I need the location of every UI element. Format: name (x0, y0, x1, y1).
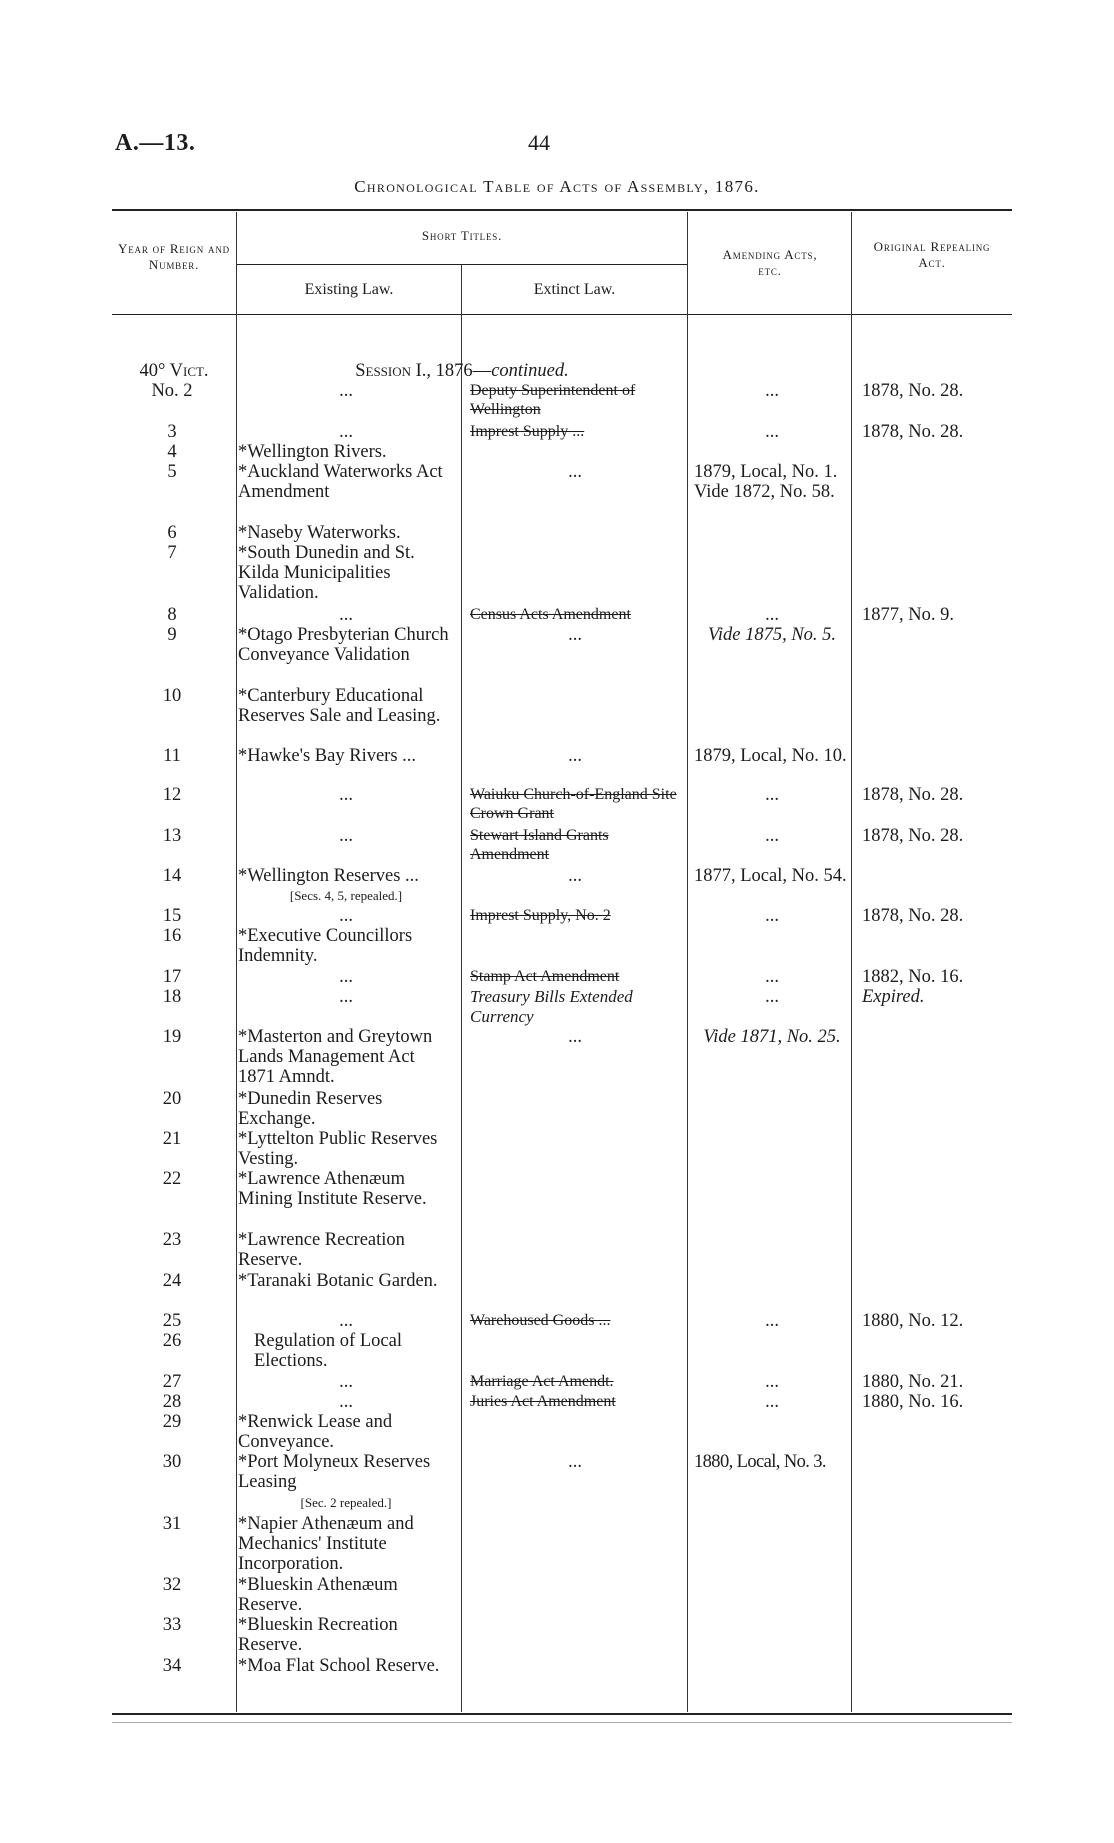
row-number: 27 (162, 1372, 182, 1392)
repealing-act: 1878, No. 28. (862, 422, 964, 442)
repealing-act: 1877, No. 9. (862, 605, 954, 625)
amending-acts: Vide 1875, No. 5. (707, 625, 837, 645)
extinct-law: Census Acts Amendment (470, 606, 631, 623)
extinct-law: ... (568, 625, 582, 645)
extinct-law: ... (568, 462, 582, 482)
existing-law: ... (339, 381, 353, 401)
row-number: 17 (162, 967, 182, 987)
extinct-law: Treasury Bills Extended Currency (470, 987, 633, 1026)
amending-acts: ... (765, 967, 779, 987)
amending-acts: ... (765, 785, 779, 805)
document-id: A.—13. (115, 130, 196, 156)
extinct-law: ... (568, 1452, 582, 1472)
amending-acts: ... (765, 381, 779, 401)
extinct-law: ... (568, 1027, 582, 1047)
existing-law: *Lawrence Athenæum Mining Institute Reserve. (238, 1169, 427, 1209)
extinct-law: Deputy Superintendent of Wellington (470, 382, 636, 418)
header-bottom-rule (112, 314, 1012, 315)
row-number: 5 (167, 462, 177, 482)
reign-label: 40° Vict. (139, 361, 209, 381)
table-top-rule (112, 209, 1012, 211)
row-number: 26 (162, 1331, 182, 1351)
existing-law: ... (339, 605, 353, 625)
existing-law: *Naseby Waterworks. (238, 523, 401, 543)
repealing-act: Expired. (862, 987, 925, 1007)
row-number: 31 (162, 1514, 182, 1534)
existing-law: ... (339, 1311, 353, 1331)
amending-acts: ... (765, 826, 779, 846)
amending-acts: 1880, Local, No. 3. (694, 1452, 826, 1472)
amending-acts: 1879, Local, No. 10. (694, 746, 847, 766)
repealing-act: 1880, No. 16. (862, 1392, 964, 1412)
existing-law: *Hawke's Bay Rivers ... (238, 746, 417, 766)
row-number: 28 (162, 1392, 182, 1412)
row-number: 20 (162, 1089, 182, 1109)
extinct-law: Stewart Island Grants Amendment (470, 827, 609, 863)
row-number: 18 (162, 987, 182, 1007)
existing-law: *Dunedin Reserves Exchange. (238, 1089, 383, 1129)
existing-law-note: [Secs. 4, 5, repealed.] (289, 888, 403, 903)
row-number: 8 (167, 605, 177, 625)
existing-law: *Blueskin Athenæum Reserve. (238, 1575, 398, 1615)
table-title: Chronological Table of Acts of Assembly, 1876. (354, 177, 760, 196)
existing-law: *Lawrence Recreation Reserve. (238, 1230, 405, 1270)
repealing-act: 1882, No. 16. (862, 967, 964, 987)
amending-acts: ... (765, 605, 779, 625)
row-number: 22 (162, 1169, 182, 1189)
row-number: No. 2 (151, 381, 193, 401)
amending-acts: 1879, Local, No. 1. Vide 1872, No. 58. (694, 462, 838, 502)
header-year: Year of Reign and Number. (118, 241, 230, 272)
amending-acts: ... (765, 1311, 779, 1331)
amending-acts: ... (765, 1392, 779, 1412)
amending-acts: ... (765, 1372, 779, 1392)
extinct-law: ... (568, 866, 582, 886)
existing-law: ... (339, 826, 353, 846)
extinct-law: Warehoused Goods ... (470, 1312, 611, 1329)
page-number: 44 (528, 130, 550, 155)
existing-law: ... (339, 906, 353, 926)
existing-law: *Wellington Reserves ... (238, 866, 419, 886)
row-number: 14 (162, 866, 182, 886)
extinct-law: Waiuku Church-of-England Site Crown Grant (470, 786, 677, 822)
existing-law: ... (339, 987, 353, 1007)
row-number: 21 (162, 1129, 182, 1149)
row-number: 24 (162, 1271, 182, 1291)
existing-law: ... (339, 422, 353, 442)
existing-law: *Lyttelton Public Reserves Vesting. (238, 1129, 438, 1169)
session-heading-continued: continued. (491, 361, 569, 381)
column-divider-3 (687, 212, 688, 1712)
column-divider-1 (236, 212, 237, 1712)
row-number: 15 (162, 906, 182, 926)
existing-law: ... (339, 1392, 353, 1412)
header-amending-acts: Amending Acts, etc. (722, 247, 818, 278)
extinct-law: Marriage Act Amendt. (470, 1373, 614, 1390)
repealing-act: 1878, No. 28. (862, 381, 964, 401)
short-titles-rule (237, 264, 687, 265)
repealing-act: 1880, No. 21. (862, 1372, 964, 1392)
amending-acts: ... (765, 906, 779, 926)
amending-acts: Vide 1871, No. 25. (703, 1027, 841, 1047)
extinct-law: Juries Act Amendment (470, 1393, 616, 1410)
row-number: 11 (163, 746, 181, 766)
column-divider-4 (851, 212, 852, 1712)
existing-law: *Renwick Lease and Conveyance. (238, 1412, 393, 1452)
row-number: 6 (167, 523, 177, 543)
row-number: 4 (167, 442, 177, 462)
extinct-law: ... (568, 746, 582, 766)
row-number: 16 (162, 926, 182, 946)
repealing-act: 1878, No. 28. (862, 785, 964, 805)
header-existing-law: Existing Law. (304, 281, 394, 298)
row-number: 10 (162, 686, 182, 706)
header-extinct-law: Extinct Law. (533, 281, 616, 298)
header-repealing-act: Original Repealing Act. (873, 239, 991, 270)
existing-law: *Moa Flat School Reserve. (238, 1656, 440, 1676)
existing-law: *Napier Athenæum and Mechanics' Institute Incorporation. (238, 1514, 414, 1574)
row-number: 13 (162, 826, 182, 846)
existing-law: *Executive Councillors Indemnity. (238, 926, 413, 966)
row-number: 29 (162, 1412, 182, 1432)
session-heading (237, 361, 687, 381)
repealing-act: 1878, No. 28. (862, 826, 964, 846)
existing-law: *Wellington Rivers. (238, 442, 387, 462)
row-number: 7 (167, 543, 177, 563)
repealing-act: 1880, No. 12. (862, 1311, 964, 1331)
row-number: 19 (162, 1027, 182, 1047)
row-number: 12 (162, 785, 182, 805)
existing-law: *Taranaki Botanic Garden. (238, 1271, 438, 1291)
existing-law: *Masterton and Greytown Lands Management Act 1871 Amndt. (238, 1027, 433, 1087)
extinct-law: Stamp Act Amendment (470, 968, 620, 985)
row-number: 33 (162, 1615, 182, 1635)
amending-acts: ... (765, 422, 779, 442)
existing-law: ... (339, 1372, 353, 1392)
existing-law: *Canterbury Educational Reserves Sale and Leasing. (238, 686, 441, 726)
row-number: 34 (162, 1656, 182, 1676)
existing-law: *Auckland Waterworks Act Amendment (238, 462, 443, 502)
existing-law: *Port Molyneux Reserves Leasing (238, 1452, 431, 1492)
existing-law: Regulation of Local Elections. (254, 1331, 402, 1371)
existing-law: *Blueskin Recreation Reserve. (238, 1615, 398, 1655)
existing-law-note: [Sec. 2 repealed.] (300, 1495, 392, 1510)
table-bottom-rule (112, 1713, 1012, 1715)
row-number: 30 (162, 1452, 182, 1472)
column-divider-2 (461, 265, 462, 1712)
header-short-titles: Short Titles. (421, 228, 503, 243)
existing-law: *South Dunedin and St. Kilda Municipalities Validation. (238, 543, 415, 603)
extinct-law: Imprest Supply ... (470, 423, 585, 440)
existing-law: ... (339, 967, 353, 987)
row-number: 32 (162, 1575, 182, 1595)
amending-acts: 1877, Local, No. 54. (694, 866, 847, 886)
extinct-law: Imprest Supply, No. 2 (470, 907, 611, 924)
existing-law: *Otago Presbyterian Church Conveyance Validation (238, 625, 449, 665)
session-heading-main: Session I., 1876— (355, 361, 492, 381)
repealing-act: 1878, No. 28. (862, 906, 964, 926)
row-number: 3 (167, 422, 177, 442)
row-number: 23 (162, 1230, 182, 1250)
row-number: 9 (167, 625, 177, 645)
footer-rule (112, 1722, 1012, 1723)
existing-law: ... (339, 785, 353, 805)
row-number: 25 (162, 1311, 182, 1331)
amending-acts: ... (765, 987, 779, 1007)
